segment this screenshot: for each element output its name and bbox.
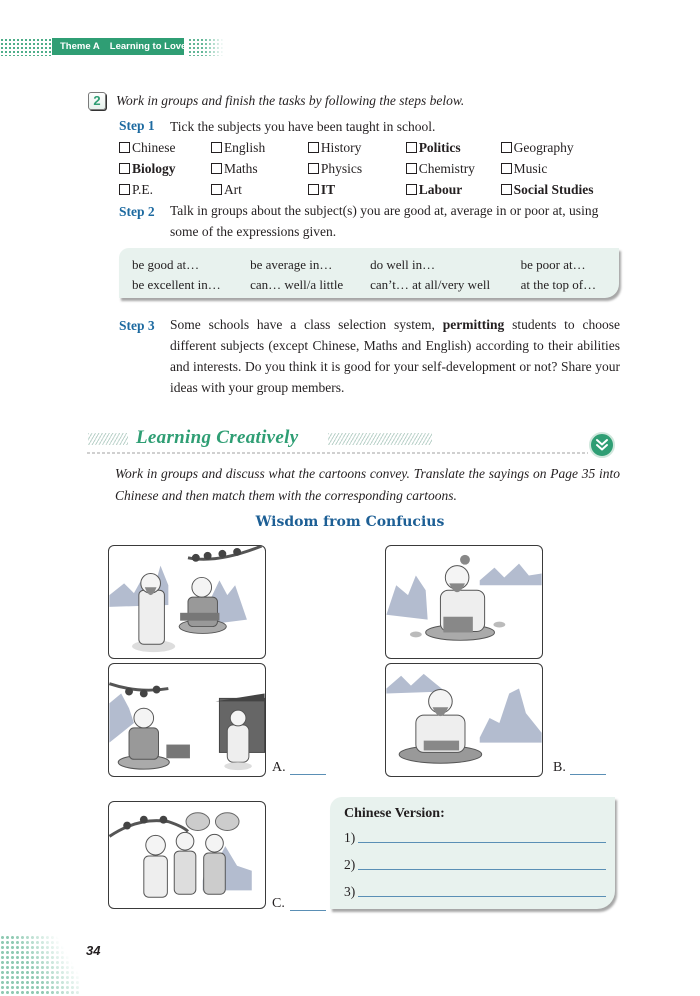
answer-underline[interactable] (358, 869, 606, 870)
match-label-b: B. (553, 760, 566, 775)
expression: do well in… (370, 257, 436, 272)
checkbox[interactable] (308, 163, 319, 174)
expression: be good at… (132, 257, 200, 272)
section-title: Learning Creatively (136, 427, 299, 448)
task-instruction: Work in groups and finish the tasks by following the steps below. (116, 93, 465, 108)
checkbox[interactable] (406, 142, 417, 153)
subject-checklist (119, 137, 639, 200)
page-number: 34 (86, 943, 101, 958)
header-pattern-left (0, 38, 52, 56)
title-hatch-right (328, 433, 432, 445)
subject-english[interactable]: English (211, 140, 308, 156)
cartoon-illustration (386, 664, 542, 776)
step3-text: Some schools have a class selection system, permitting students to choose different subjects (except Chinese, Maths and English) according to their abilities and interests. Do you think it is good for your self-development or not? Share your ideas with your group members. (170, 317, 621, 395)
header-pattern-right (188, 38, 224, 56)
theme-label: Theme A (60, 41, 100, 52)
step2-text-line2: some of the expressions given. (170, 224, 337, 239)
double-chevron-down-icon[interactable] (589, 432, 615, 458)
chinese-version-title: Chinese Version: (344, 806, 445, 821)
cartoon-a-panel-2 (108, 663, 266, 777)
cartoon-b-panel-2 (385, 663, 543, 777)
step2-text-line1: Talk in groups about the subject(s) you are good at, average in or poor at, using (170, 203, 599, 218)
title-hatch-left (88, 433, 128, 445)
learning-creatively-instruction: Work in groups and discuss what the cartoons convey. Translate the sayings on Page 35 into Chinese and then match them with the corresponding cartoons. (115, 466, 620, 503)
subject-politics[interactable]: Politics (406, 140, 501, 156)
checkbox[interactable] (211, 163, 222, 174)
subject-social-studies[interactable]: Social Studies (501, 182, 639, 198)
theme-header (52, 38, 187, 55)
answer-blank-a[interactable] (290, 774, 326, 775)
subject-row (119, 158, 639, 179)
cartoon-a-panel-1 (108, 545, 266, 659)
expressions-row (132, 275, 619, 295)
cartoon-b-panel-1 (385, 545, 543, 659)
answer-underline[interactable] (358, 896, 606, 897)
cartoon-illustration (109, 802, 265, 908)
subject-maths[interactable]: Maths (211, 161, 308, 177)
cartoon-c-panel (108, 801, 266, 909)
answer-blank-c[interactable] (290, 910, 326, 911)
checkbox[interactable] (501, 142, 512, 153)
step3-label: Step 3 (119, 318, 155, 333)
step1-text: Tick the subjects you have been taught in school. (170, 119, 436, 134)
wisdom-title: Wisdom from Confucius (255, 514, 445, 530)
step2-label: Step 2 (119, 204, 155, 219)
match-label-c: C. (272, 896, 285, 911)
expressions-row (132, 255, 619, 275)
subject-row (119, 179, 639, 200)
subject-pe[interactable]: P.E. (119, 182, 211, 198)
checkbox[interactable] (211, 184, 222, 195)
subject-biology[interactable]: Biology (119, 161, 211, 177)
subject-art[interactable]: Art (211, 182, 308, 198)
checkbox[interactable] (501, 184, 512, 195)
answer-line-1[interactable]: 1) (344, 830, 606, 846)
expression: be average in… (250, 257, 333, 272)
chinese-version-box (330, 797, 615, 909)
checkbox[interactable] (406, 163, 417, 174)
answer-line-3[interactable]: 3) (344, 884, 606, 900)
expression: can… well/a little (250, 277, 344, 292)
subject-history[interactable]: History (308, 140, 406, 156)
checkbox[interactable] (211, 142, 222, 153)
checkbox[interactable] (406, 184, 417, 195)
keyword-permitting: permitting (442, 317, 505, 332)
subject-physics[interactable]: Physics (308, 161, 406, 177)
answer-blank-b[interactable] (570, 774, 606, 775)
cartoon-illustration (109, 546, 265, 658)
cartoon-illustration (109, 664, 265, 776)
footer-pattern (0, 935, 80, 996)
checkbox[interactable] (501, 163, 512, 174)
answer-line-2[interactable]: 2) (344, 857, 606, 873)
subject-it[interactable]: IT (308, 182, 406, 198)
step1-label: Step 1 (119, 118, 155, 133)
subject-geography[interactable]: Geography (501, 140, 639, 156)
checkbox[interactable] (308, 184, 319, 195)
subject-chinese[interactable]: Chinese (119, 140, 211, 156)
answer-underline[interactable] (358, 842, 606, 843)
checkbox[interactable] (119, 163, 130, 174)
expression: be excellent in… (132, 277, 221, 292)
checkbox[interactable] (119, 142, 130, 153)
expressions-box (119, 248, 619, 298)
checkbox[interactable] (308, 142, 319, 153)
subject-chemistry[interactable]: Chemistry (406, 161, 501, 177)
match-label-a: A. (272, 760, 286, 775)
expression: at the top of… (520, 277, 597, 292)
expression: be poor at… (520, 257, 586, 272)
subject-row (119, 137, 639, 158)
subject-music[interactable]: Music (501, 161, 639, 177)
cartoon-illustration (386, 546, 542, 658)
expression: can’t… at all/very well (370, 277, 491, 292)
subject-labour[interactable]: Labour (406, 182, 501, 198)
checkbox[interactable] (119, 184, 130, 195)
task-number-badge: 2 (88, 92, 106, 110)
unit-label: Learning to Love (109, 41, 187, 52)
dotted-divider (86, 452, 588, 454)
